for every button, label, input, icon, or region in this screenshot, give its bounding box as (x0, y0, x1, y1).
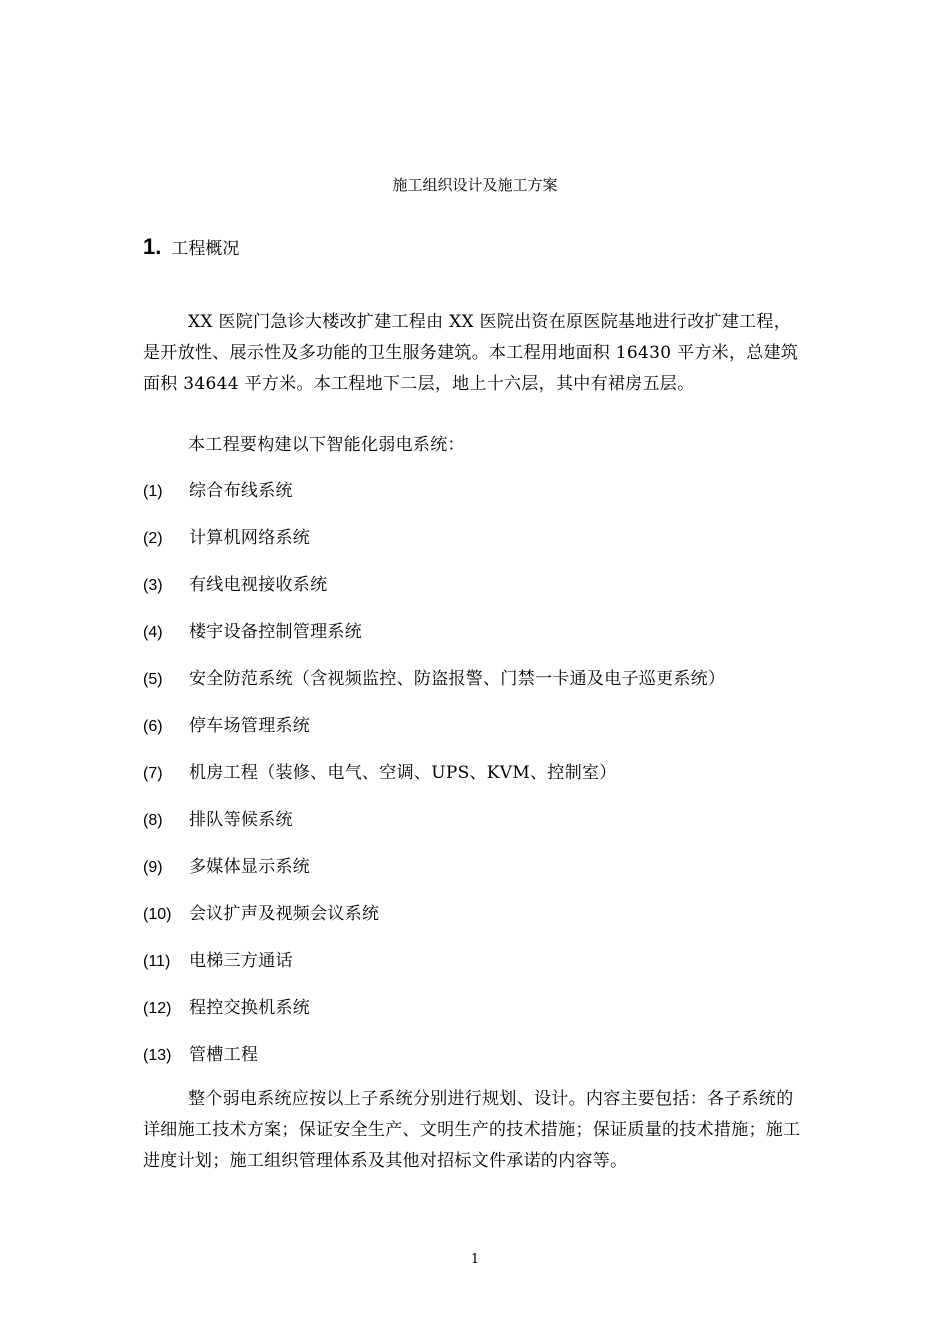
list-number: (4) (143, 624, 163, 641)
list-item (143, 525, 310, 552)
list-text: 会议扩声及视频会议系统 (189, 904, 380, 924)
list-item (143, 854, 310, 881)
list-number: (5) (143, 671, 163, 688)
list-number: (6) (143, 718, 163, 735)
list-item (143, 995, 310, 1022)
list-text: 综合布线系统 (189, 481, 293, 501)
list-text: 楼宇设备控制管理系统 (189, 622, 362, 642)
section-title: 工程概况 (171, 239, 240, 259)
section-number: 1. (143, 234, 162, 259)
list-number: (1) (143, 483, 163, 500)
list-number: (7) (143, 765, 163, 782)
intro-paragraph: XX 医院门急诊大楼改扩建工程由 XX 医院出资在原医院基地进行改扩建工程，是开放性、展示性及多功能的卫生服务建筑。本工程用地面积 16430 平方米，总建筑面积 34644 平方米。本工程地下二层，地上十六层，其中有裙房五层。 (143, 312, 799, 394)
list-text: 电梯三方通话 (189, 951, 293, 971)
list-item (143, 572, 327, 599)
list-text: 管槽工程 (189, 1045, 259, 1065)
list-item (143, 948, 293, 975)
page-number: 1 (470, 1252, 480, 1267)
list-text: 机房工程（装修、电气、空调、UPS、KVM、控制室） (189, 763, 617, 783)
document-title: 施工组织设计及施工方案 (392, 176, 558, 194)
systems-intro: 本工程要构建以下智能化弱电系统： (188, 435, 465, 455)
list-text: 多媒体显示系统 (189, 857, 311, 877)
list-text: 有线电视接收系统 (189, 575, 328, 595)
list-number: (9) (143, 859, 163, 876)
list-text: 程控交换机系统 (189, 998, 311, 1018)
list-number: (11) (143, 953, 171, 970)
list-item (143, 807, 293, 834)
list-item (143, 1042, 258, 1069)
list-number: (3) (143, 577, 163, 594)
list-number: (10) (143, 906, 172, 923)
list-number: (12) (143, 1000, 172, 1017)
list-text: 停车场管理系统 (189, 716, 311, 736)
list-number: (2) (143, 530, 163, 547)
list-item (143, 619, 362, 646)
list-item (143, 713, 310, 740)
list-item (143, 666, 725, 693)
list-text: 排队等候系统 (189, 810, 293, 830)
list-text: 计算机网络系统 (189, 528, 311, 548)
list-text: 安全防范系统（含视频监控、防盗报警、门禁一卡通及电子巡更系统） (189, 669, 726, 689)
list-number: (8) (143, 812, 163, 829)
closing-paragraph: 整个弱电系统应按以上子系统分别进行规划、设计。内容主要包括：各子系统的详细施工技术方案；保证安全生产、文明生产的技术措施；保证质量的技术措施；施工进度计划；施工组织管理体系及其他对招标文件承诺的内容等。 (143, 1089, 801, 1171)
list-item (143, 901, 379, 928)
list-number: (13) (143, 1047, 172, 1064)
section-heading (143, 232, 239, 264)
list-item (143, 478, 293, 505)
list-item (143, 760, 617, 787)
